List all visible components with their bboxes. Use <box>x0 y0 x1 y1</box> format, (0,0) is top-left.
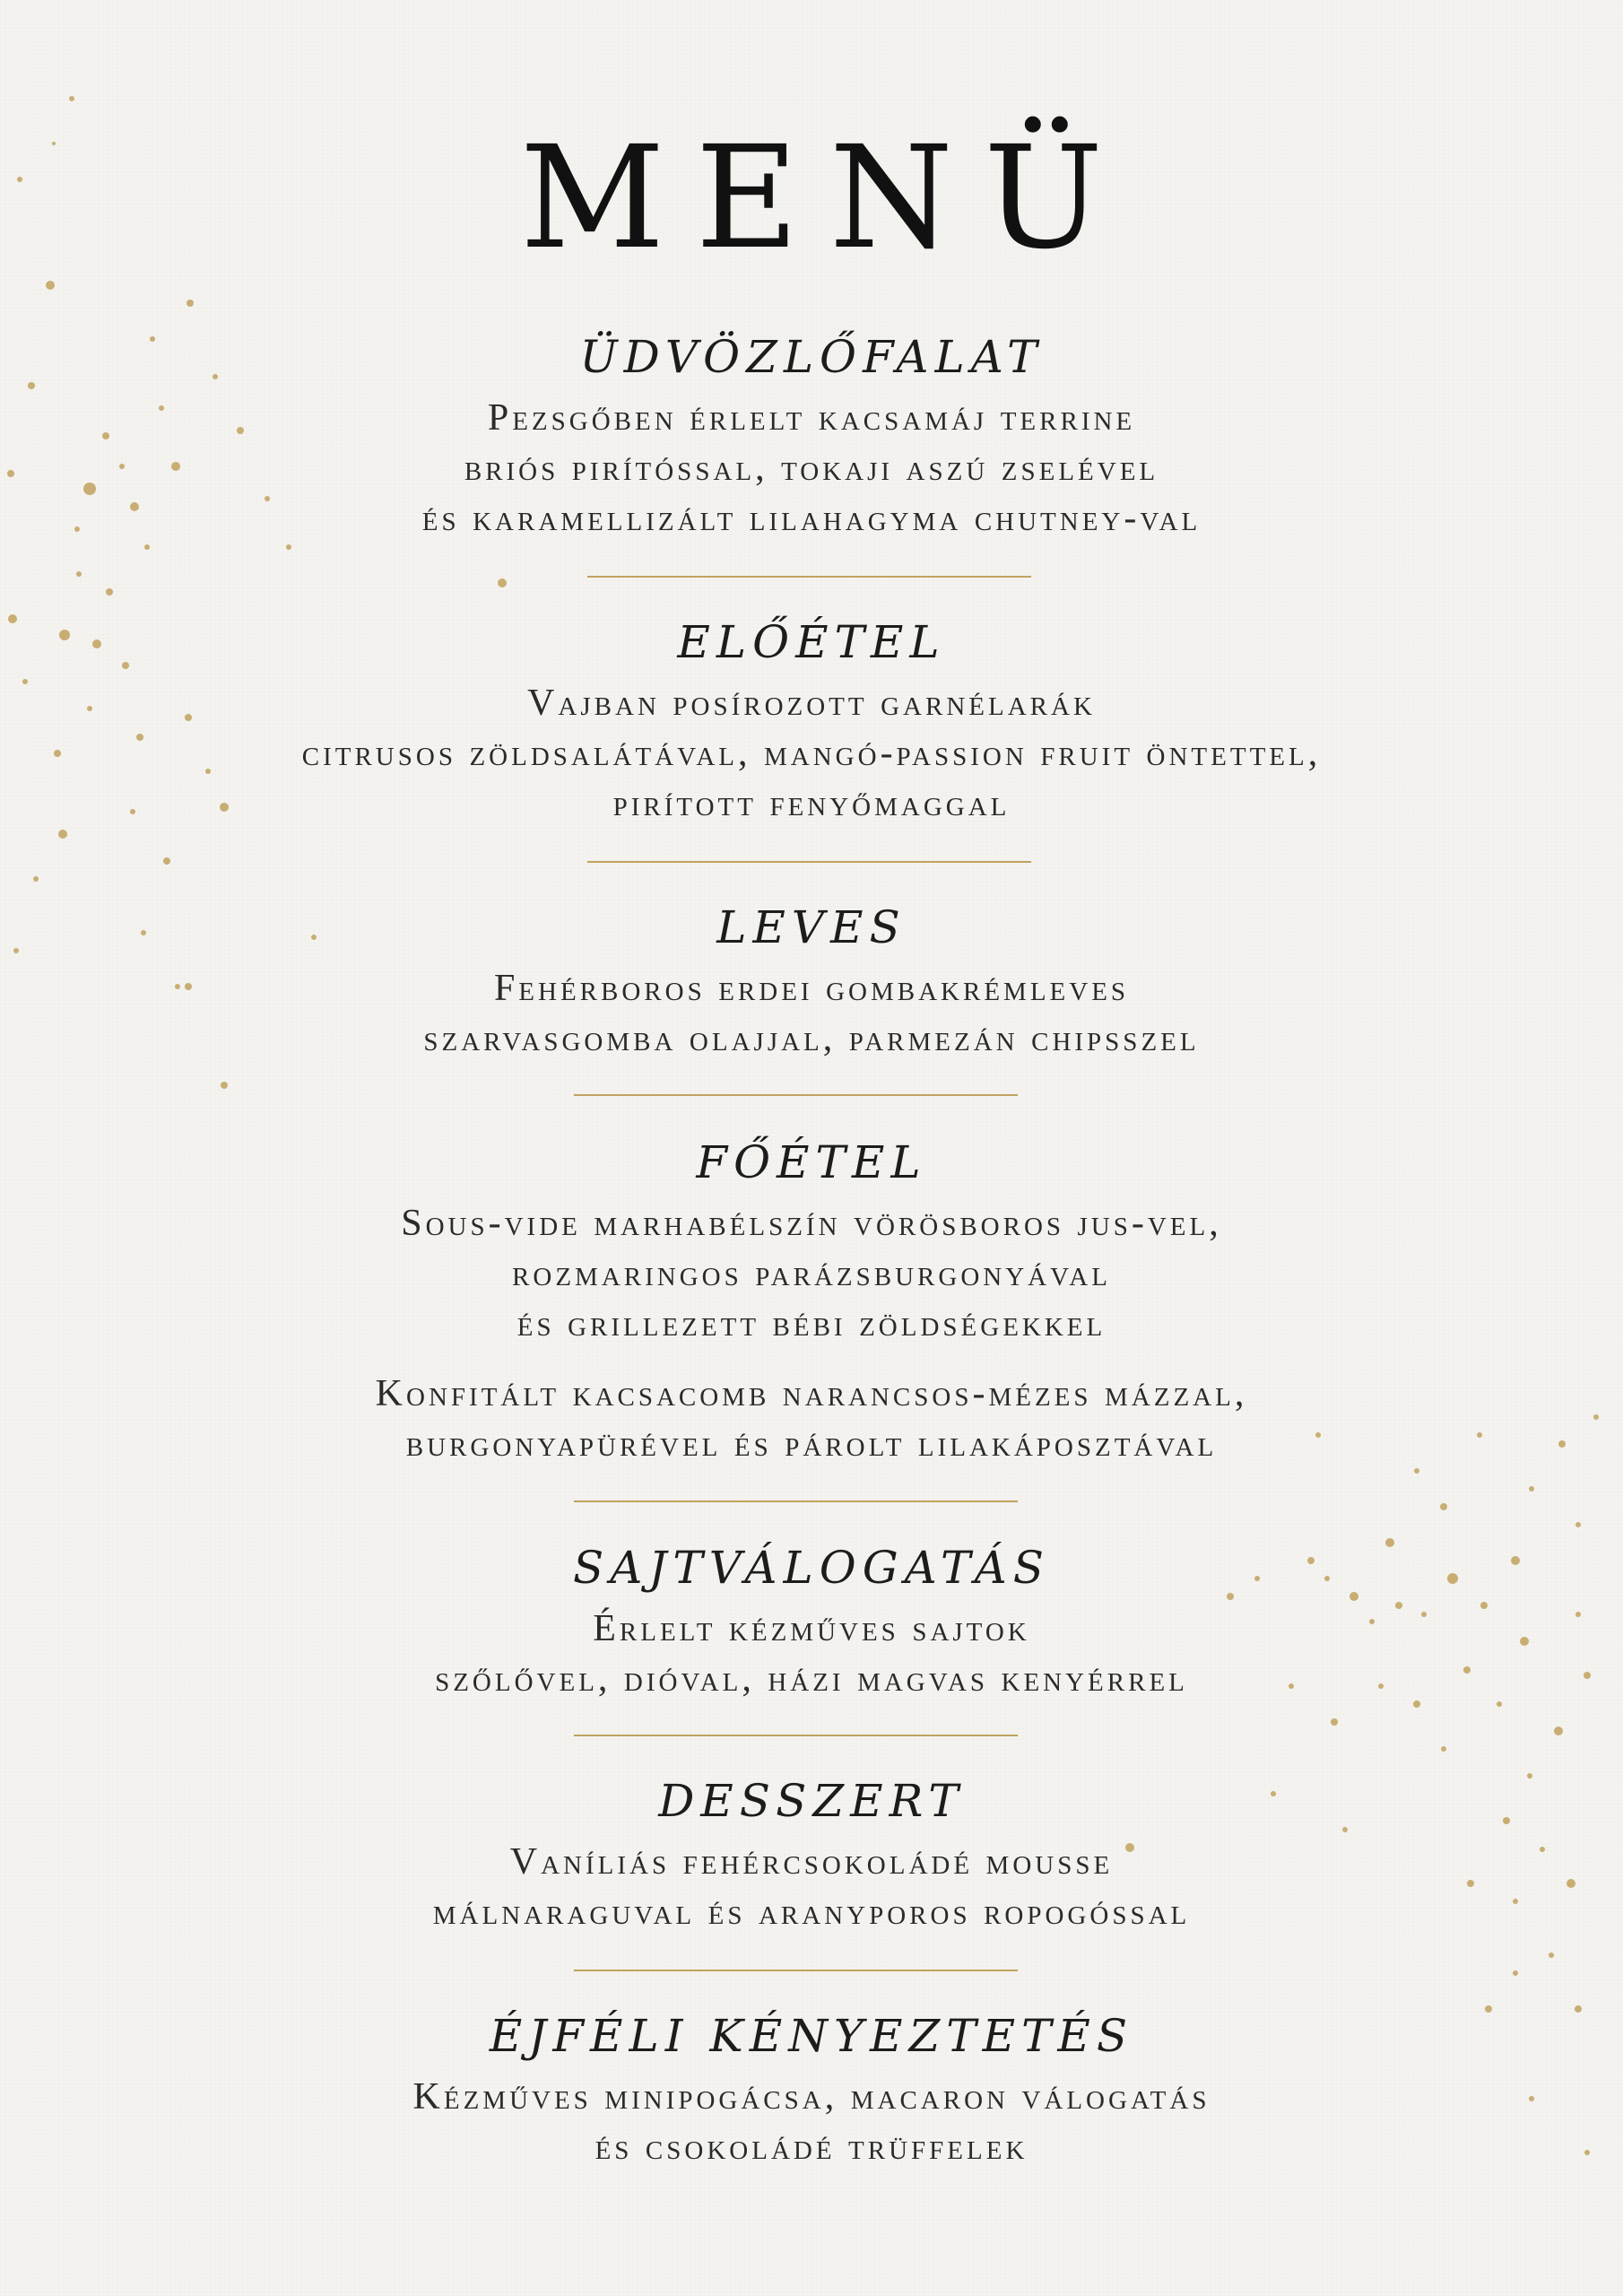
dish-line: citrusos zöldsalátával, mangó-passion fruit öntettel, <box>301 733 1322 774</box>
dish-line: és csokoládé trüffelek <box>595 2126 1028 2168</box>
dish-line: szőlővel, dióval, házi magvas kenyérrel <box>435 1658 1188 1700</box>
section-heading: DESSZERT <box>658 1775 965 1827</box>
section-heading: LEVES <box>716 901 907 953</box>
section-divider <box>587 576 1031 578</box>
dish-line: rozmaringos parázsburgonyával <box>512 1253 1111 1294</box>
dish <box>0 393 1623 544</box>
dish-line: és karamellizált lilahagyma chutney-val <box>421 498 1202 539</box>
dish-line: burgonyapürével és párolt lilakáposztával <box>405 1423 1218 1465</box>
menu-section-starter <box>0 615 1623 829</box>
dish <box>0 963 1623 1064</box>
dish <box>0 678 1623 829</box>
menu-section-dessert <box>0 1774 1623 1937</box>
section-heading: ÜDVÖZLŐFALAT <box>579 331 1044 383</box>
dish <box>0 1198 1623 1349</box>
dish-line: málnaraguval és aranyporos ropogóssal <box>432 1892 1191 1933</box>
menu-section-soup <box>0 900 1623 1064</box>
dish <box>0 1837 1623 1937</box>
section-divider <box>574 1094 1018 1096</box>
dish-line: Érlelt kézműves sajtok <box>593 1608 1030 1649</box>
dish-line: és grillezett bébi zöldségekkel <box>516 1303 1107 1344</box>
dish-line: Kézműves minipogácsa, macaron válogatás <box>412 2076 1211 2118</box>
dish <box>0 2072 1623 2172</box>
section-heading: ÉJFÉLI KÉNYEZTETÉS <box>489 2010 1134 2062</box>
menu-section-welcome <box>0 330 1623 544</box>
dish-line: Vaníliás fehércsokoládé mousse <box>509 1841 1114 1883</box>
dish-line: Sous-vide marhabélszín vörösboros jus-vel, <box>401 1203 1222 1244</box>
section-heading: SAJTVÁLOGATÁS <box>572 1542 1051 1594</box>
dish <box>0 1604 1623 1704</box>
dish-line: Pezsgőben érlelt kacsamáj terrine <box>487 397 1136 439</box>
section-heading: FŐÉTEL <box>696 1136 927 1188</box>
menu-title: MENÜ <box>519 116 1134 281</box>
dish-line: pirított fenyőmaggal <box>612 783 1011 824</box>
menu-section-main-course <box>0 1135 1623 1469</box>
dish-line: Konfitált kacsacomb narancsos-mézes mázzal, <box>375 1373 1248 1414</box>
menu-section-cheese <box>0 1541 1623 1704</box>
section-divider <box>574 1735 1018 1736</box>
dish <box>0 1369 1623 1469</box>
dish-line: szarvasgomba olajjal, parmezán chipsszel <box>423 1018 1200 1059</box>
dish-line: Vajban posírozott garnélarák <box>527 683 1096 724</box>
dish-line: briós pirítóssal, tokaji aszú zselével <box>464 448 1159 489</box>
dish-line: Fehérboros erdei gombakrémleves <box>493 968 1130 1009</box>
section-divider <box>574 1500 1018 1502</box>
section-divider <box>574 1970 1018 1971</box>
section-divider <box>587 861 1031 863</box>
section-heading: ELŐÉTEL <box>677 616 946 668</box>
menu-section-midnight-treats <box>0 2009 1623 2172</box>
